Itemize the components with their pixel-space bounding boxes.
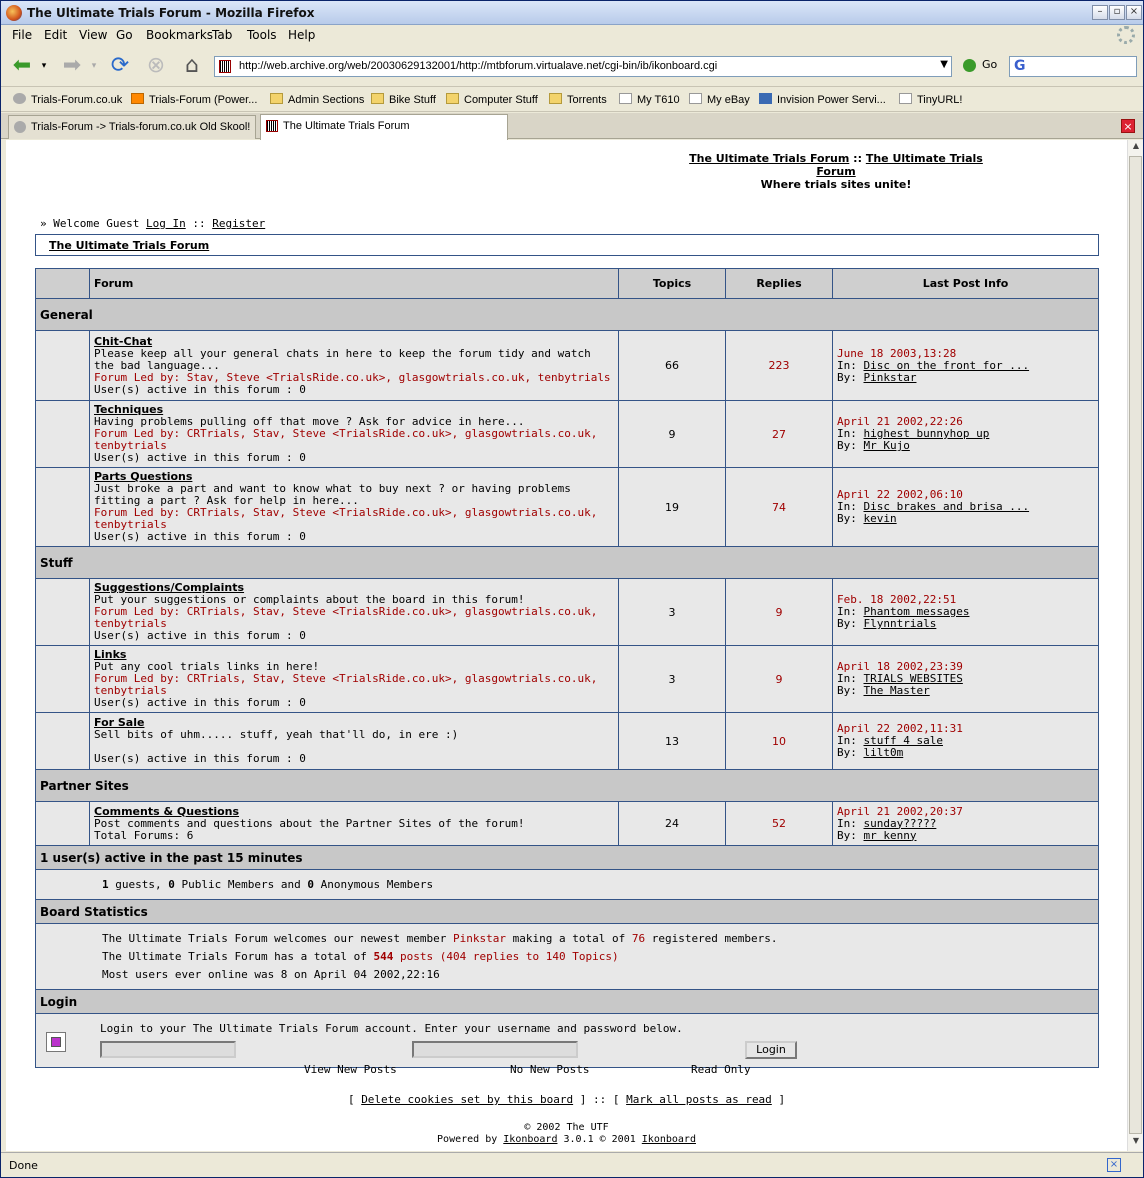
tab-ultimate-trials[interactable]: The Ultimate Trials Forum [260, 114, 508, 140]
last-post-info: April 18 2002,23:39 In: TRIALS WEBSITES By: The Master [833, 646, 1099, 713]
category-heading: Partner Sites [36, 770, 1099, 802]
login-icon [46, 1032, 66, 1052]
replies-count: 52 [726, 802, 833, 846]
forum-status-icon [36, 331, 90, 401]
forum-active-users: User(s) active in this forum : 0 [94, 382, 306, 396]
forum-title-link[interactable]: For Sale [94, 716, 145, 729]
last-post-date: April 21 2002,20:37 [837, 804, 963, 818]
last-post-date: June 18 2003,13:28 [837, 346, 957, 360]
status-text: Done [9, 1159, 38, 1172]
col-last-post: Last Post Info [833, 269, 1099, 299]
forum-moderators: Forum Led by: CRTrials, Stav, Steve <TrialsRide.co.uk>, glasgowtrials.co.uk, tenbytrials [94, 506, 598, 531]
go-label: Go [982, 58, 998, 71]
last-post-date: April 22 2002,06:10 [837, 488, 963, 501]
url-text: http://web.archive.org/web/20030629132001/http://mtbforum.virtualave.net/cgi-bin/ib/ikonboard.cgi [239, 60, 718, 72]
last-post-info: April 22 2002,06:10 In: Disc brakes and brisa ... By: kevin [833, 468, 1099, 547]
forum-active-users: User(s) active in this forum : 0 [94, 451, 306, 464]
forum-active-users: User(s) active in this forum : 0 [94, 752, 306, 765]
col-forum: Forum [90, 269, 619, 299]
header-icon-col [36, 269, 90, 299]
last-post-date: April 22 2002,11:31 [837, 722, 963, 735]
tab-bar [1, 113, 1143, 139]
menu-bar [1, 25, 1143, 47]
navigation-toolbar [1, 47, 1143, 87]
mark-read-link[interactable]: Mark all posts as read [626, 1093, 772, 1106]
forum-description: Put your suggestions or complaints about the board in this forum! [94, 593, 525, 606]
forum-status-icon [36, 713, 90, 770]
forum-title-link[interactable]: Suggestions/Complaints [94, 581, 245, 594]
topics-count: 19 [619, 468, 726, 547]
password-input[interactable] [412, 1041, 578, 1058]
last-post-info: April 21 2002,20:37 In: sunday????? By: mr kenny [833, 802, 1099, 846]
forum-active-users: User(s) active in this forum : 0 [94, 530, 306, 543]
forum-row [36, 401, 1099, 468]
menu-bookmarks[interactable]: Bookmarks [146, 28, 214, 42]
last-post-topic-link[interactable]: Disc on the front for ... [863, 358, 1030, 372]
tab-trials-forum[interactable]: Trials-Forum -> Trials-forum.co.uk Old Skool! [8, 115, 256, 139]
scroll-thumb[interactable] [1129, 156, 1142, 1134]
search-box[interactable] [1009, 56, 1137, 77]
forum-description: Put any cool trials links in here! [94, 660, 320, 673]
newest-member-link[interactable]: Pinkstar [453, 931, 506, 945]
login-body [36, 1014, 1099, 1068]
url-dropdown-icon[interactable]: ▼ [940, 59, 948, 70]
menu-view[interactable]: View [79, 28, 108, 42]
forum-title-link[interactable]: Links [94, 648, 127, 661]
replies-count: 9 [726, 579, 833, 646]
forum-status-icon [36, 579, 90, 646]
col-replies: Replies [726, 269, 833, 299]
forum-moderators: Forum Led by: CRTrials, Stav, Steve <TrialsRide.co.uk>, glasgowtrials.co.uk, tenbytrials [94, 605, 598, 630]
forum-moderators: Forum Led by: CRTrials, Stav, Steve <TrialsRide.co.uk>, glasgowtrials.co.uk, tenbytrials [94, 672, 598, 697]
last-post-author-link[interactable]: mr kenny [863, 828, 917, 842]
bookmark-folder[interactable]: Computer Stuff [446, 93, 538, 106]
legend-view-new[interactable]: View New Posts [304, 1063, 397, 1076]
folder-icon [270, 93, 283, 104]
header-link[interactable]: The Ultimate Trials Forum [689, 152, 850, 165]
home-icon[interactable]: ⌂ [185, 53, 199, 78]
url-bar[interactable] [214, 56, 952, 77]
forum-info [90, 646, 619, 713]
menu-tab[interactable]: Tab [212, 28, 233, 42]
forum-row [36, 331, 1099, 401]
username-input[interactable] [100, 1041, 236, 1058]
forum-info [90, 401, 619, 468]
last-post-topic-link[interactable]: Phantom messages [863, 605, 970, 618]
go-icon [963, 59, 976, 72]
google-icon: G [1014, 58, 1026, 74]
ipb-icon [759, 93, 772, 104]
last-post-info: Feb. 18 2002,22:51 In: Phantom messages By: Flynntrials [833, 579, 1099, 646]
last-post-date: April 21 2002,22:26 [837, 415, 963, 428]
last-post-author-link[interactable]: lilt0m [863, 746, 904, 759]
bookmark-folder[interactable]: Bike Stuff [371, 93, 436, 106]
forum-active-users: Total Forums: 6 [94, 828, 194, 842]
last-post-topic-link[interactable]: stuff 4 sale [863, 734, 943, 747]
replies-count: 223 [726, 331, 833, 401]
forum-row [36, 802, 1099, 846]
board-stats-body: The Ultimate Trials Forum welcomes our newest member Pinkstar making a total of 76 registered members. The Ultimate Trials Forum has a total of 544 posts (404 replies to 140 Topics) Most users ever online was 8 on April 04 2002,22:16 [36, 924, 1099, 990]
last-post-topic-link[interactable]: Disc brakes and brisa ... [863, 500, 1030, 513]
bookmark-folder[interactable]: Admin Sections [270, 93, 364, 106]
legend-read-only: Read Only [691, 1063, 751, 1076]
topics-count: 24 [619, 802, 726, 846]
bookmark-item[interactable]: Trials-Forum.co.uk [13, 93, 122, 106]
go-button[interactable] [963, 58, 997, 72]
active-users-heading: 1 user(s) active in the past 15 minutes [36, 846, 1099, 870]
vertical-scrollbar[interactable] [1127, 140, 1143, 1151]
replies-count: 9 [726, 646, 833, 713]
forum-row [36, 646, 1099, 713]
menu-edit[interactable]: Edit [44, 28, 68, 42]
folder-icon [549, 93, 562, 104]
replies-count: 74 [726, 468, 833, 547]
category-heading: Stuff [36, 547, 1099, 579]
login-link[interactable]: Log In [145, 217, 186, 230]
menu-tools[interactable]: Tools [247, 28, 277, 42]
bookmark-item[interactable]: TinyURL! [899, 93, 962, 106]
forward-history-dropdown[interactable]: ▾ [91, 61, 97, 71]
forum-description: Please keep all your general chats in here to keep the forum tidy and watch the bad language... [94, 346, 591, 372]
topics-count: 13 [619, 713, 726, 770]
col-topics: Topics [619, 269, 726, 299]
ikonboard-link[interactable]: Ikonboard [503, 1134, 558, 1145]
forum-title-link[interactable]: Parts Questions [94, 470, 193, 483]
forum-info [90, 331, 619, 401]
last-post-info: April 22 2002,11:31 In: stuff 4 sale By: lilt0m [833, 713, 1099, 770]
breadcrumb-link[interactable]: The Ultimate Trials Forum [49, 239, 210, 252]
last-post-topic-link[interactable]: sunday????? [863, 816, 937, 830]
register-link[interactable]: Register [212, 217, 266, 230]
close-window-button[interactable]: × [1126, 5, 1142, 20]
title-bar [1, 1, 1143, 25]
folder-icon [446, 93, 459, 104]
throbber-icon [1117, 26, 1135, 44]
forum-description: Post comments and questions about the Partner Sites of the forum! [94, 816, 525, 830]
reload-icon[interactable]: ⟳ [110, 53, 130, 78]
back-history-dropdown[interactable]: ▾ [41, 61, 47, 71]
bookmark-item[interactable]: My T610 [619, 93, 680, 106]
gear-icon [14, 121, 26, 133]
forum-title-link[interactable]: Comments & Questions [94, 804, 240, 818]
last-post-author-link[interactable]: kevin [863, 512, 897, 525]
gear-icon [13, 93, 26, 104]
forum-info [90, 468, 619, 547]
topics-count: 3 [619, 579, 726, 646]
status-bar [1, 1152, 1143, 1177]
maximize-button[interactable]: ▫ [1109, 5, 1125, 20]
forum-description: Sell bits of uhm..... stuff, yeah that'll do, in ere :) [94, 728, 459, 741]
forum-table [35, 268, 1099, 1068]
forum-moderators: Forum Led by: Stav, Steve <TrialsRide.co.uk>, glasgowtrials.co.uk, tenbytrials [94, 370, 611, 384]
last-post-date: Feb. 18 2002,22:51 [837, 593, 957, 606]
scroll-down-icon[interactable]: ▼ [1132, 1136, 1140, 1145]
login-button[interactable]: Login [745, 1041, 797, 1059]
stop-icon[interactable]: ⊗ [146, 53, 166, 78]
board-stats-heading: Board Statistics [36, 900, 1099, 924]
last-post-topic-link[interactable]: TRIALS WEBSITES [863, 672, 963, 685]
last-post-date: April 18 2002,23:39 [837, 660, 963, 673]
rss-icon [131, 93, 144, 104]
forum-row [36, 713, 1099, 770]
ikonboard-link[interactable]: Ikonboard [641, 1134, 696, 1145]
category-heading: General [36, 299, 1099, 331]
legend-no-new: No New Posts [510, 1063, 590, 1076]
forward-arrow-icon[interactable]: ➡ [62, 53, 82, 78]
copyright: © 2002 The UTF Powered by Ikonboard 3.0.1 © 2001 Ikonboard [437, 1122, 696, 1145]
bookmark-folder[interactable]: Torrents [549, 93, 607, 106]
folder-icon [371, 93, 384, 104]
bookmarks-toolbar [1, 88, 1143, 112]
last-post-topic-link[interactable]: highest bunnyhop up [863, 427, 990, 440]
bookmark-item[interactable]: My eBay [689, 93, 750, 106]
bookmark-item[interactable]: Trials-Forum (Power... [131, 93, 257, 106]
forum-moderators: Forum Led by: CRTrials, Stav, Steve <TrialsRide.co.uk>, glasgowtrials.co.uk, tenbytrials [94, 427, 598, 452]
menu-help[interactable]: Help [288, 28, 316, 42]
scroll-up-icon[interactable]: ▲ [1132, 141, 1140, 150]
minimize-button[interactable]: – [1092, 5, 1108, 20]
forum-status-icon [36, 802, 90, 846]
forum-active-users: User(s) active in this forum : 0 [94, 696, 306, 709]
login-heading: Login [36, 990, 1099, 1014]
menu-file[interactable]: File [12, 28, 33, 42]
forum-row [36, 579, 1099, 646]
topics-count: 66 [619, 331, 726, 401]
breadcrumb [35, 234, 1099, 256]
active-users-body: 1 guests, 0 Public Members and 0 Anonymous Members [36, 870, 1099, 900]
site-favicon-icon [266, 120, 278, 132]
forum-status-icon [36, 646, 90, 713]
forum-row [36, 468, 1099, 547]
forum-description: Just broke a part and want to know what to buy next ? or having problems fitting a part ? Ask for help in here... [94, 482, 571, 507]
forum-title-link[interactable]: Chit-Chat [94, 334, 153, 348]
last-post-author-link[interactable]: Mr Kujo [863, 439, 910, 452]
login-text: Login to your The Ultimate Trials Forum account. Enter your username and password below. [100, 1022, 683, 1035]
forum-description: Having problems pulling off that move ? Ask for advice in here... [94, 415, 525, 428]
forum-status-icon [36, 468, 90, 547]
replies-count: 27 [726, 401, 833, 468]
site-favicon-icon [219, 60, 231, 73]
firefox-icon [6, 5, 22, 21]
last-post-author-link[interactable]: The Master [863, 684, 930, 697]
footer-links: [ Delete cookies set by this board ] :: [ Mark all posts as read ] [347, 1093, 786, 1106]
window-title: The Ultimate Trials Forum - Mozilla Firefox [27, 6, 315, 20]
back-arrow-icon[interactable]: ⬅ [12, 53, 32, 78]
close-tab-icon[interactable]: × [1121, 119, 1135, 133]
popup-blocked-icon[interactable]: × [1107, 1158, 1121, 1172]
topics-count: 9 [619, 401, 726, 468]
page-icon [899, 93, 912, 104]
forum-active-users: User(s) active in this forum : 0 [94, 629, 306, 642]
page-icon [619, 93, 632, 104]
page-icon [689, 93, 702, 104]
welcome-bar: » Welcome Guest Log In :: Register [40, 217, 266, 230]
page-header: The Ultimate Trials Forum :: The Ultimate Trials Forum Where trials sites unite! [681, 152, 991, 191]
topics-count: 3 [619, 646, 726, 713]
bookmark-item[interactable]: Invision Power Servi... [759, 93, 886, 106]
menu-go[interactable]: Go [116, 28, 133, 42]
last-post-author-link[interactable]: Flynntrials [863, 617, 937, 630]
tagline: Where trials sites unite! [760, 178, 912, 191]
page-content [6, 140, 1127, 1151]
forum-status-icon [36, 401, 90, 468]
header-link[interactable]: The Ultimate Trials Forum [816, 152, 983, 178]
replies-count: 10 [726, 713, 833, 770]
last-post-author-link[interactable]: Pinkstar [863, 370, 917, 384]
last-post-info: April 21 2002,22:26 In: highest bunnyhop up By: Mr Kujo [833, 401, 1099, 468]
last-post-info: June 18 2003,13:28 In: Disc on the front for ... By: Pinkstar [833, 331, 1099, 401]
forum-info [90, 579, 619, 646]
delete-cookies-link[interactable]: Delete cookies set by this board [361, 1093, 574, 1106]
forum-info [90, 802, 619, 846]
forum-title-link[interactable]: Techniques [94, 403, 164, 416]
forum-info [90, 713, 619, 770]
